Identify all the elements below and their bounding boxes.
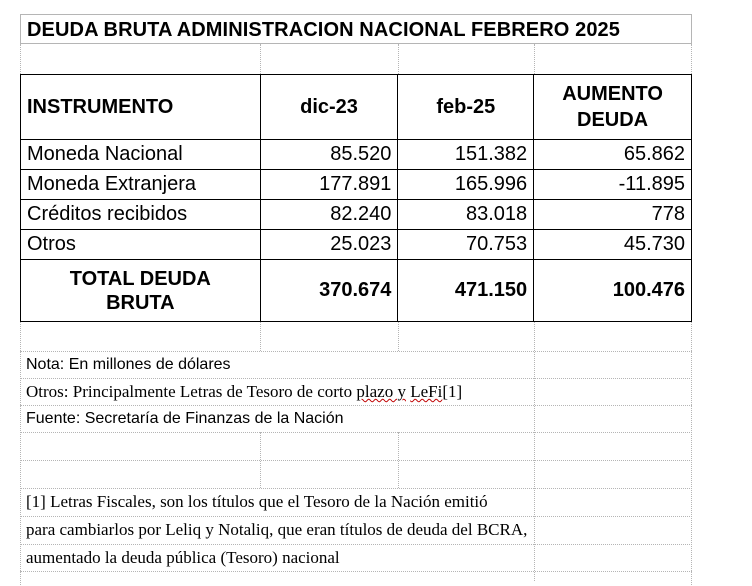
row-aumento: 65.862	[534, 140, 692, 170]
total-aumento: 100.476	[534, 260, 692, 322]
header-aumento-line1: AUMENTO	[562, 83, 663, 105]
total-label-line2: BRUTA	[106, 291, 175, 314]
note-otros-lefi: LeFi	[410, 382, 443, 401]
header-aumento-line2: DEUDA	[577, 109, 649, 131]
table-row	[21, 170, 692, 200]
table-row	[21, 200, 692, 230]
row-aumento: 45.730	[534, 230, 692, 260]
row-name: Créditos recibidos	[21, 200, 261, 230]
total-label-line1: TOTAL DEUDA	[69, 267, 211, 290]
note-otros-plazo: plazo y	[356, 382, 406, 401]
header-instrument: INSTRUMENTO	[21, 75, 261, 140]
row-dic23: 85.520	[260, 140, 398, 170]
row-feb25: 70.753	[398, 230, 534, 260]
note-otros	[20, 378, 692, 405]
gridline	[398, 44, 399, 74]
note-unit: Nota: En millones de dólares	[26, 356, 231, 373]
row-name: Moneda Nacional	[21, 140, 261, 170]
row-dic23: 25.023	[260, 230, 398, 260]
gridline	[534, 44, 535, 74]
gridline	[20, 460, 692, 461]
row-dic23: 82.240	[260, 200, 398, 230]
header-feb25: feb-25	[398, 75, 534, 140]
gridline	[260, 321, 261, 351]
row-name: Moneda Extranjera	[21, 170, 261, 200]
row-name: Otros	[21, 230, 261, 260]
total-row	[21, 260, 692, 322]
footnote-line2: para cambiarlos por Leliq y Notaliq, que eran títulos de deuda del BCRA,	[26, 520, 528, 539]
row-feb25: 165.996	[398, 170, 534, 200]
gridline	[20, 432, 692, 433]
total-feb25: 471.150	[398, 260, 534, 322]
table-header-row	[21, 75, 692, 140]
note-source: Fuente: Secretaría de Finanzas de la Nación	[26, 410, 344, 427]
gridline	[20, 44, 21, 74]
row-aumento: 778	[534, 200, 692, 230]
row-feb25: 83.018	[398, 200, 534, 230]
footnote-line1: [1] Letras Fiscales, son los títulos que el Tesoro de la Nación emitió	[26, 492, 488, 511]
table-row	[21, 230, 692, 260]
row-aumento: -11.895	[534, 170, 692, 200]
header-aumento	[534, 75, 692, 140]
debt-table	[20, 74, 692, 322]
footnote-line3: aumentado la deuda pública (Tesoro) nacional	[26, 548, 340, 567]
gridline	[691, 44, 692, 74]
note-otros-prefix: Otros: Principalmente Letras de Tesoro de corto	[26, 382, 357, 401]
table-row	[21, 140, 692, 170]
gridline	[398, 321, 399, 351]
total-dic23: 370.674	[260, 260, 398, 322]
row-feb25: 151.382	[398, 140, 534, 170]
header-dic23: dic-23	[260, 75, 398, 140]
row-dic23: 177.891	[260, 170, 398, 200]
note-otros-ref: [1]	[442, 382, 463, 401]
page-title: DEUDA BRUTA ADMINISTRACION NACIONAL FEBRERO 2025	[20, 14, 692, 44]
gridline	[260, 44, 261, 74]
total-label	[21, 260, 261, 322]
